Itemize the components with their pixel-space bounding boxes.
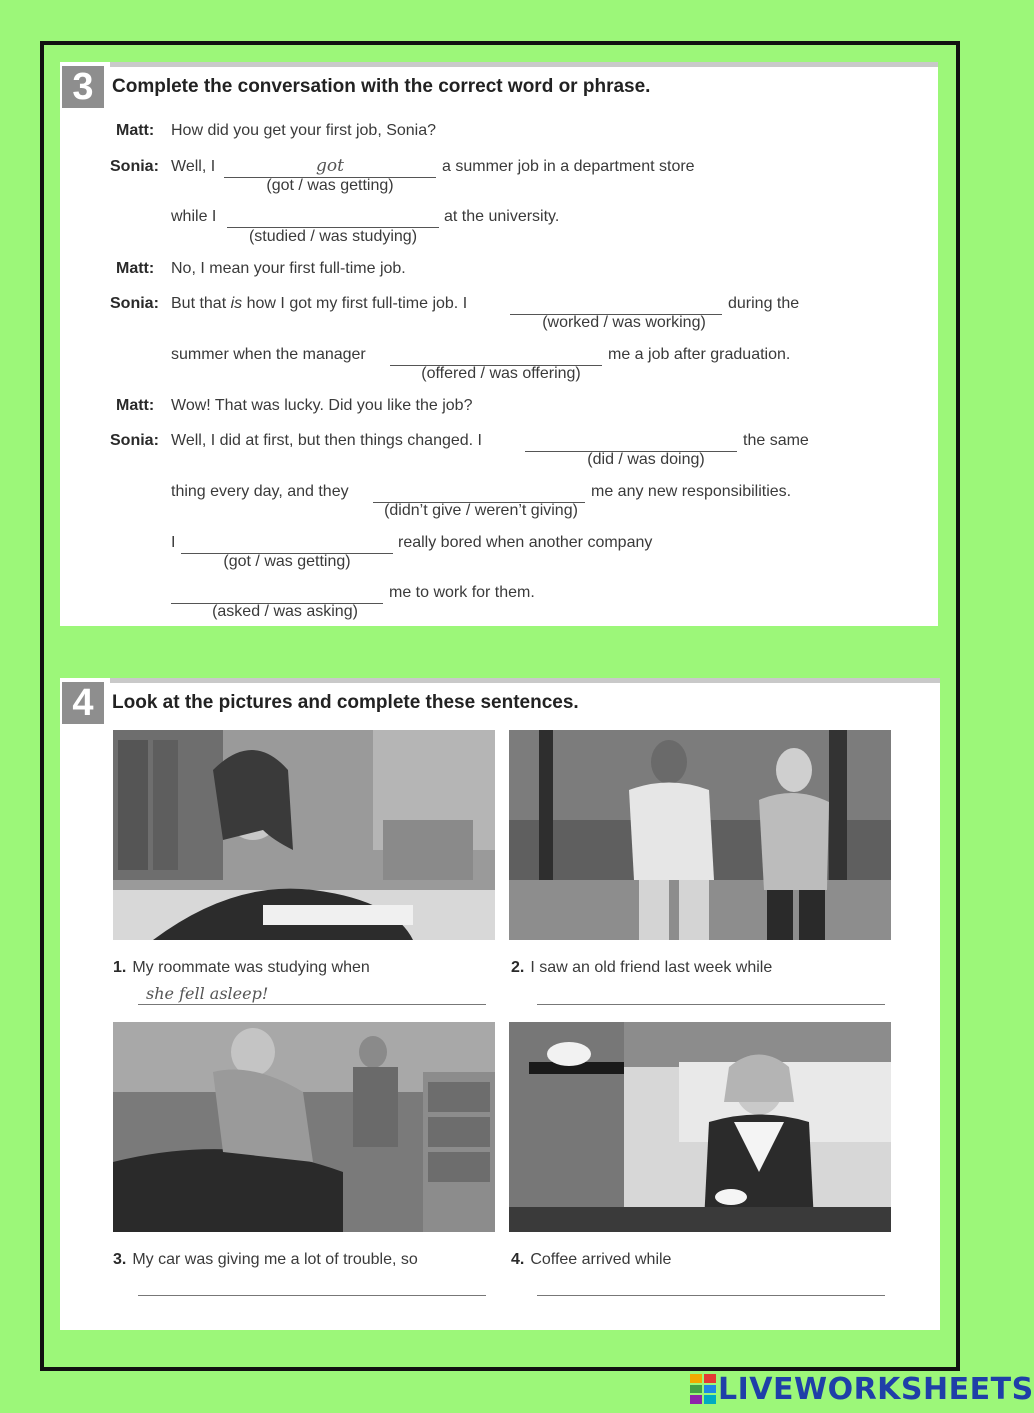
exercise-number: 3 <box>62 66 104 108</box>
header-rule <box>110 62 938 67</box>
photo-student-sleeping <box>113 730 495 940</box>
answer-line-4[interactable] <box>537 1274 885 1296</box>
option-hint: (offered / was offering) <box>421 365 581 382</box>
option-hint: (got / was getting) <box>266 177 394 194</box>
option-hint: (didn’t give / weren’t giving) <box>384 502 578 519</box>
dialogue-text: during the <box>728 295 800 312</box>
speaker-label: Sonia: <box>110 158 159 175</box>
sentence-3 <box>113 1251 418 1269</box>
dialogue-text: summer when the manager <box>171 346 366 363</box>
item-number: 3. <box>113 1251 127 1268</box>
dialogue-fragment: how I got my first full-time job. I <box>246 295 468 312</box>
sentence-2 <box>511 959 772 977</box>
speaker-label: Sonia: <box>110 432 159 449</box>
exercise-4-panel <box>60 678 940 1330</box>
exercise-title: Complete the conversation with the correct word or phrase. <box>112 76 651 97</box>
sentence-text: My roommate was studying when <box>132 959 370 976</box>
logo-text: LIVEWORKSHEETS <box>718 1371 1034 1407</box>
dialogue-text: No, I mean your first full-time job. <box>171 260 406 277</box>
answer-blank-2[interactable] <box>227 205 439 228</box>
dialogue-text: me to work for them. <box>389 584 535 601</box>
dialogue-text: Wow! That was lucky. Did you like the job? <box>171 397 473 414</box>
dialogue-text: I <box>171 534 176 551</box>
exercise-title: Look at the pictures and complete these sentences. <box>112 692 579 713</box>
dialogue-text: really bored when another company <box>398 534 653 551</box>
dialogue-text: me a job after graduation. <box>608 346 791 363</box>
dialogue-text: me any new responsibilities. <box>591 483 792 500</box>
dialogue-fragment: But that <box>171 295 227 312</box>
sentence-text: I saw an old friend last week while <box>530 959 773 976</box>
answer-line-1[interactable]: she fell asleep! <box>138 983 486 1005</box>
liveworksheets-logo[interactable] <box>690 1372 1034 1406</box>
dialogue-text: while I <box>171 208 217 225</box>
header-rule <box>110 678 940 683</box>
answer-blank-6[interactable] <box>373 480 585 503</box>
option-hint: (got / was getting) <box>223 553 351 570</box>
liveworksheets-logo-icon <box>690 1374 716 1404</box>
sentence-text: My car was giving me a lot of trouble, so <box>132 1251 418 1268</box>
answer-blank-7[interactable] <box>181 531 393 554</box>
dialogue-text: thing every day, and they <box>171 483 349 500</box>
item-number: 1. <box>113 959 127 976</box>
item-number: 2. <box>511 959 525 976</box>
photo-woman-in-cafe <box>509 1022 891 1232</box>
dialogue-text: Well, I <box>171 158 216 175</box>
speaker-label: Matt: <box>116 397 155 414</box>
dialogue-text: the same <box>743 432 809 449</box>
sentence-1 <box>113 959 370 977</box>
exercise-3-panel <box>60 62 938 626</box>
option-hint: (asked / was asking) <box>212 603 358 620</box>
dialogue-text: Well, I did at first, but then things changed. I <box>171 432 482 449</box>
exercise-number: 4 <box>62 682 104 724</box>
dialogue-text <box>171 295 467 313</box>
emphasis-word: is <box>230 295 243 312</box>
answer-line-2[interactable] <box>537 983 885 1005</box>
dialogue-text: at the university. <box>444 208 560 225</box>
option-hint: (worked / was working) <box>542 314 706 331</box>
speaker-label: Matt: <box>116 122 155 139</box>
speaker-label: Matt: <box>116 260 155 277</box>
option-hint: (did / was doing) <box>587 451 705 468</box>
photo-mechanic-repairing-car <box>113 1022 495 1232</box>
sentence-4 <box>511 1251 671 1269</box>
sentence-text: Coffee arrived while <box>530 1251 672 1268</box>
option-hint: (studied / was studying) <box>248 228 418 245</box>
speaker-label: Sonia: <box>110 295 159 312</box>
dialogue-text: a summer job in a department store <box>442 158 695 175</box>
answer-blank-4[interactable] <box>390 343 602 366</box>
answer-blank-1[interactable]: got <box>224 155 436 178</box>
answer-line-3[interactable] <box>138 1274 486 1296</box>
answer-blank-3[interactable] <box>510 292 722 315</box>
dialogue-text: How did you get your first job, Sonia? <box>171 122 437 139</box>
answer-blank-8[interactable] <box>171 581 383 604</box>
photo-joggers-meeting <box>509 730 891 940</box>
item-number: 4. <box>511 1251 525 1268</box>
answer-blank-5[interactable] <box>525 429 737 452</box>
